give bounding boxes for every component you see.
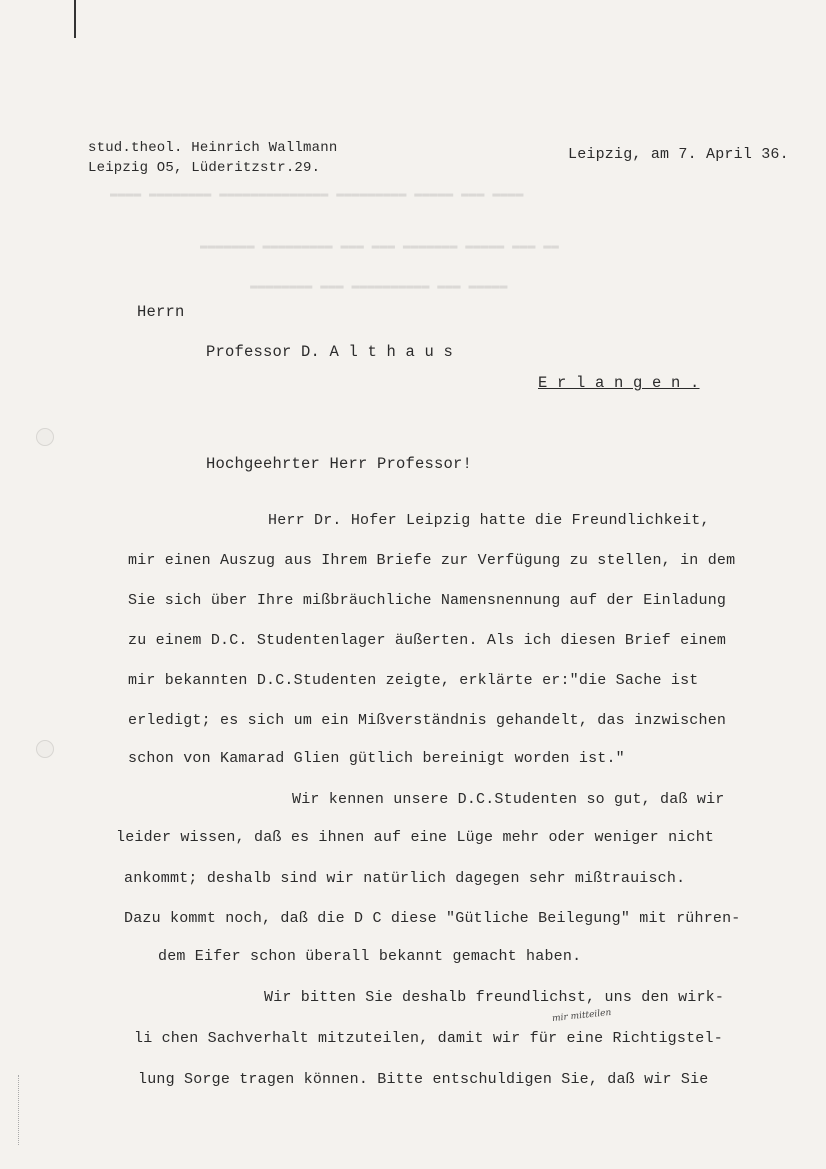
body-line: zu einem D.C. Studentenlager äußerten. Als ich diesen Brief einem [128, 632, 727, 649]
letter-date: Leipzig, am 7. April 36. [568, 146, 789, 163]
body-line: dem Eifer schon überall bekannt gemacht haben. [158, 948, 582, 965]
sender-block [88, 138, 337, 178]
body-line: ankommt; deshalb sind wir natürlich dagegen sehr mißtrauisch. [124, 870, 686, 887]
punch-hole [36, 740, 54, 758]
punch-hole [36, 428, 54, 446]
bleed-through-text: ▬▬▬▬ ▬▬▬ ▬▬▬▬▬ ▬▬▬▬▬▬▬▬▬ ▬▬▬▬▬▬▬▬▬▬▬▬▬▬ ▬▬▬▬▬▬▬▬ ▬▬▬▬ [110, 186, 524, 201]
body-line: Herr Dr. Hofer Leipzig hatte die Freundlichkeit, [268, 512, 710, 529]
recipient-label: Herrn [137, 303, 185, 321]
body-line: Sie sich über Ihre mißbräuchliche Namensnennung auf der Einladung [128, 592, 727, 609]
edge-mark [74, 0, 76, 38]
body-line: mir bekannten D.C.Studenten zeigte, erklärte er:"die Sache ist [128, 672, 699, 689]
sender-line: Leipzig O5, Lüderitzstr.29. [88, 160, 321, 176]
recipient-city: E r l a n g e n . [538, 374, 700, 392]
body-line: Wir kennen unsere D.C.Studenten so gut, daß wir [292, 791, 725, 808]
margin-specks [18, 1075, 25, 1145]
recipient-name: Professor D. A l t h a u s [206, 343, 454, 361]
salutation: Hochgeehrter Herr Professor! [206, 455, 473, 473]
body-line: schon von Kamarad Glien gütlich bereinigt worden ist." [128, 750, 625, 767]
sender-line: stud.theol. Heinrich Wallmann [88, 140, 338, 156]
body-line: erledigt; es sich um ein Mißverständnis gehandelt, das inzwischen [128, 712, 727, 729]
body-line: mir einen Auszug aus Ihrem Briefe zur Verfügung zu stellen, in dem [128, 552, 736, 569]
body-line: Wir bitten Sie deshalb freundlichst, uns den wirk- [264, 989, 725, 1006]
body-line: Dazu kommt noch, daß die D C diese "Gütliche Beilegung" mit rühren- [124, 910, 741, 927]
bleed-through-text: ▬▬▬▬▬ ▬▬▬ ▬▬▬▬▬▬▬▬▬▬ ▬▬▬ ▬▬▬▬▬▬▬▬ [250, 278, 508, 293]
bleed-through-text: ▬▬ ▬▬▬ ▬▬▬▬▬ ▬▬▬▬▬▬▬ ▬▬▬ ▬▬▬ ▬▬▬▬▬▬▬▬▬ ▬▬▬▬▬▬▬ [200, 238, 559, 253]
body-line: leider wissen, daß es ihnen auf eine Lüge mehr oder weniger nicht [116, 829, 715, 846]
body-line: li chen Sachverhalt mitzuteilen, damit wir für eine Richtigstel- [134, 1030, 723, 1047]
body-line: lung Sorge tragen können. Bitte entschuldigen Sie, daß wir Sie [138, 1071, 709, 1088]
handwritten-note: mir mitteilen [551, 1007, 612, 1025]
